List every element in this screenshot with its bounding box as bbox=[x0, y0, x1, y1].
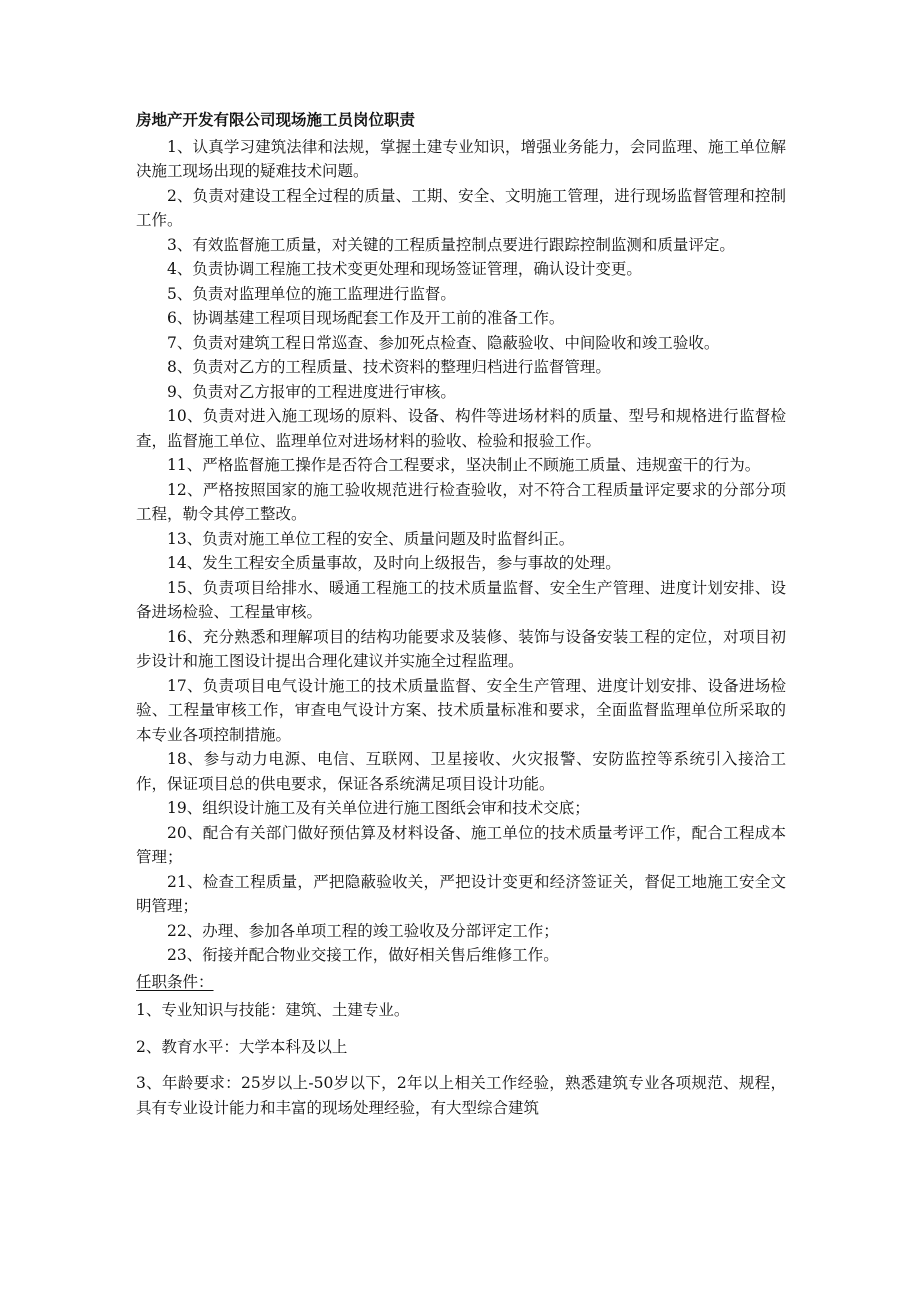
duty-item: 2、负责对建设工程全过程的质量、工期、安全、文明施工管理，进行现场监督管理和控制工作。 bbox=[136, 186, 786, 229]
duty-item: 3、有效监督施工质量，对关键的工程质量控制点要进行跟踪控制监测和质量评定。 bbox=[167, 235, 735, 254]
duties-list bbox=[136, 135, 786, 968]
duty-item: 18、参与动力电源、电信、互联网、卫星接收、火灾报警、安防监控等系统引入接洽工作，保证项目总的供电要求，保证各系统满足项目设计功能。 bbox=[136, 750, 786, 793]
duty-item: 19、组织设计施工及有关单位进行施工图纸会审和技术交底； bbox=[167, 799, 590, 817]
duty-item: 14、发生工程安全质量事故，及时向上级报告，参与事故的处理。 bbox=[167, 554, 621, 572]
duty-item: 16、充分熟悉和理解项目的结构功能要求及装修、装饰与设备安装工程的定位，对项目初步设计和施工图设计提出合理化建议并实施全过程监理。 bbox=[136, 627, 786, 670]
duty-item: 23、衔接并配合物业交接工作，做好相关售后维修工作。 bbox=[167, 946, 559, 964]
document-page bbox=[136, 108, 786, 1120]
duty-item: 20、配合有关部门做好预估算及材料设备、施工单位的技术质量考评工作，配合工程成本管理； bbox=[136, 823, 786, 866]
requirement-item: 3、年龄要求：25岁以上-50岁以下，2年以上相关工作经验，熟悉建筑专业各项规范、规程，具有专业设计能力和丰富的现场处理经验，有大型综合建筑 bbox=[136, 1074, 786, 1117]
document-title: 房地产开发有限公司现场施工员岗位职责 bbox=[136, 110, 416, 129]
duty-item: 12、严格按照国家的施工验收规范进行检查验收，对不符合工程质量评定要求的分部分项工程，勒令其停工整改。 bbox=[136, 480, 786, 523]
duty-item: 21、检查工程质量，严把隐蔽验收关，严把设计变更和经济签证关，督促工地施工安全文明管理； bbox=[136, 872, 786, 915]
duty-item: 9、负责对乙方报审的工程进度进行审核。 bbox=[167, 382, 456, 401]
duty-item: 1、认真学习建筑法律和法规，掌握土建专业知识，增强业务能力，会同监理、施工单位解决施工现场出现的疑难技术问题。 bbox=[136, 137, 786, 180]
duty-item: 11、严格监督施工操作是否符合工程要求，坚决制止不顾施工质量、违规蛮干的行为。 bbox=[167, 456, 761, 474]
duty-item: 13、负责对施工单位工程的安全、质量问题及时监督纠正。 bbox=[167, 529, 575, 548]
duty-item: 4、负责协调工程施工技术变更处理和现场签证管理，确认设计变更。 bbox=[167, 260, 642, 278]
duty-item: 22、办理、参加各单项工程的竣工验收及分部评定工作； bbox=[167, 921, 559, 940]
duty-item: 8、负责对乙方的工程质量、技术资料的整理归档进行监督管理。 bbox=[167, 358, 611, 376]
duty-item: 15、负责项目给排水、暖通工程施工的技术质量监督、安全生产管理、进度计划安排、设备进场检验、工程量审核。 bbox=[136, 578, 786, 621]
requirement-item: 2、教育水平：大学本科及以上 bbox=[136, 1037, 348, 1056]
requirements-heading: 任职条件： bbox=[136, 972, 214, 991]
duty-item: 5、负责对监理单位的施工监理进行监督。 bbox=[167, 284, 456, 303]
requirements-list bbox=[136, 998, 786, 1120]
duty-item: 6、协调基建工程项目现场配套工作及开工前的准备工作。 bbox=[167, 309, 565, 327]
duty-item: 17、负责项目电气设计施工的技术质量监督、安全生产管理、进度计划安排、设备进场检验、工程量审核工作，审查电气设计方案、技术质量标准和要求，全面监督监理单位所采取的本专业各项控制措施。 bbox=[136, 676, 786, 744]
duty-item: 10、负责对进入施工现场的原料、设备、构件等进场材料的质量、型号和规格进行监督检查，监督施工单位、监理单位对进场材料的验收、检验和报验工作。 bbox=[136, 407, 786, 450]
requirement-item: 1、专业知识与技能：建筑、土建专业。 bbox=[136, 1001, 410, 1019]
duty-item: 7、负责对建筑工程日常巡查、参加死点检查、隐蔽验收、中间险收和竣工验收。 bbox=[167, 333, 720, 352]
